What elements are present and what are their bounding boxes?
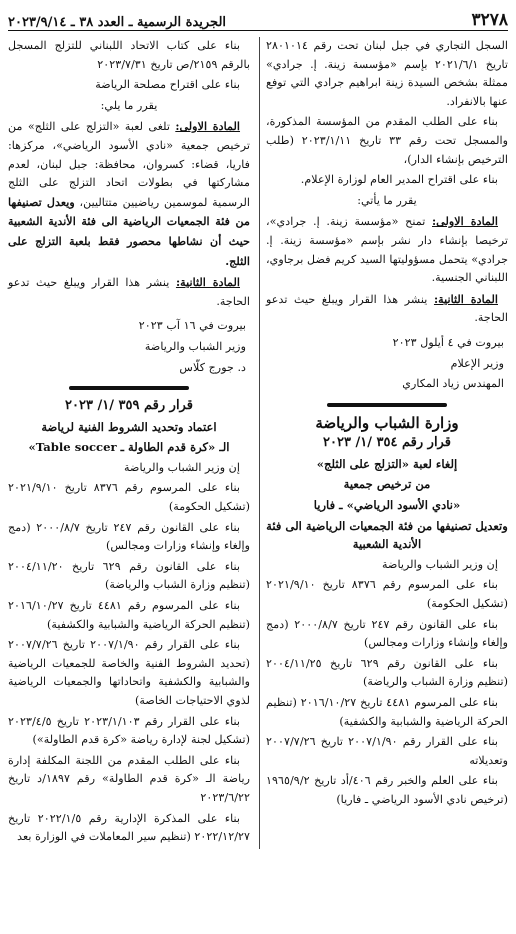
right-column — [266, 37, 508, 849]
decision-359-sub-1: اعتماد وتحديد الشروط الفنية لرياضة — [41, 419, 217, 434]
article-label: المادة الثانية: — [175, 275, 240, 290]
right-q6: بناء على القرار رقم ٢٠٠٧/١/٩٠ تاريخ ٢٠٠٧/٧/٢٦ وتعديلاته — [266, 735, 508, 767]
left-column — [8, 37, 250, 849]
left-para-2: بناء على اقتراح مصلحة الرياضة — [95, 78, 240, 92]
left-sign-date: بيروت في ١٦ آب ٢٠٢٣ — [138, 319, 246, 333]
left-q8: بناء على الطلب المقدم من اللجنة المكلفة إدارة رياضة الـ «كرة قدم الطاولة» رقم ١٨٩٧/د تاريخ ٢٠٢٣/٦/٢٢ — [8, 753, 250, 804]
left-article-1 — [8, 117, 250, 271]
decision-354-sub-4: وتعديل تصنيفها من فئة الجمعيات الرياضية الى فئة الأندية الشعبية — [266, 518, 508, 552]
right-q7: بناء على العلم والخبر رقم ٤٠٦/أد تاريخ ١٩٦٥/٩/٢ (ترخيص نادي الأسود الرياضي ـ فاريا) — [266, 774, 508, 806]
right-sign-date: بيروت في ٤ أيلول ٢٠٢٣ — [392, 335, 504, 349]
right-q5: بناء على المرسوم ٤٤٨١ تاريخ ٢٠١٦/١٠/٢٧ (تنظيم الحركة الرياضية والشبابية والكشفية) — [266, 696, 508, 728]
left-q2: بناء على المرسوم رقم ٨٣٧٦ تاريخ ٢٠٢١/٩/١٠ (تشكيل الحكومة) — [8, 481, 250, 514]
left-sign-minister: وزير الشباب والرياضة — [144, 339, 246, 353]
left-sign-name: د. جورج كلّاس — [179, 360, 246, 374]
section-separator — [8, 383, 250, 393]
right-sign-minister: وزير الإعلام — [450, 356, 504, 370]
left-article-2 — [8, 273, 250, 311]
article-label: المادة الثانية: — [433, 291, 498, 306]
right-para-2: بناء على الطلب المقدم من المؤسسة المذكورة، والمسجل تحت رقم ٣٣ تاريخ ٢٠٢٣/١/١١ (طلب الترخيص بإنشاء الدار)، — [266, 115, 508, 166]
left-q6: بناء على القرار رقم ٢٠٠٧/١/٩٠ تاريخ ٢٠٠٧/٧/٢٦ (تحديد الشروط الفنية والخاصة للجمعيات الرياضية والشبابية والكشفية واتحاداتها والجمعيات الرياضية لذوي الاحتياجات الخاصة) — [8, 638, 250, 707]
article-label: المادة الاولى: — [175, 119, 241, 134]
right-q2: بناء على المرسوم رقم ٨٣٧٦ تاريخ ٢٠٢١/٩/١٠ (تشكيل الحكومة) — [266, 578, 508, 611]
right-q1: إن وزير الشباب والرياضة — [381, 557, 498, 571]
section-separator — [266, 400, 508, 410]
article-text: تمنح «مؤسسة زينة. إ. جرادي»، ترخيصا بإنشاء دار نشر بإسم «مؤسسة زينة. إ. جرادي» يتحمل مسؤوليتها السيد كريم فضل برجاوي، اللبناني الجنسية. — [266, 215, 508, 285]
page-header — [8, 4, 508, 31]
article-text: ينشر هذا القرار ويبلغ حيث تدعو الحاجة. — [266, 292, 508, 325]
article-bold-text: ويعدل تصنيفها من فئة الجمعيات الرياضية الى فئة الأندية الشعبية حيث أن نشاطها محصور فقط بلعبة التزلج على الثلج. — [8, 194, 250, 268]
decision-359-sub-2: الـ «كرة قدم الطاولة ـ Table soccer» — [28, 440, 230, 455]
ministry-section-title: وزارة الشباب والرياضة — [315, 413, 459, 432]
decision-354-sub-1: إلغاء لعبة «التزلج على الثلج» — [316, 456, 458, 471]
left-decides: يقرر ما يلي: — [100, 98, 158, 112]
right-article-2 — [266, 290, 508, 328]
columns — [8, 37, 508, 849]
left-q1: إن وزير الشباب والرياضة — [123, 460, 240, 474]
article-text: تلغى لعبة «التزلج على الثلج» من ترخيص جمعية «نادي الأسود الرياضي»، مركزها: فاريا، قضاء: كسروان، محافظة: جبل لبنان، لعدم مشاركتها في بطولات اتحاد التزلج على الثلج الرسمية لموسمين رياضيين متتاليين، — [8, 120, 250, 209]
right-para-3: بناء على اقتراح المدير العام لوزارة الإعلام. — [300, 173, 498, 187]
left-q4: بناء على القانون رقم ٦٢٩ تاريخ ٢٠٠٤/١١/٢٠ (تنظيم وزارة الشباب والرياضة) — [8, 559, 250, 592]
left-q3: بناء على القانون رقم ٢٤٧ تاريخ ٢٠٠٠/٨/٧ (دمج وإلغاء وإنشاء وزارات ومجالس) — [8, 520, 250, 553]
right-sign-name: المهندس زياد المكاري — [402, 377, 504, 391]
left-q7: بناء على القرار رقم ٢٠٢٣/١/١٠٣ تاريخ ٢٠٢٣/٤/٥ (تشكيل لجنة لإدارة رياضة «كرة قدم الطاولة») — [8, 714, 250, 747]
decision-359-title: قرار رقم ٣٥٩ /١/ ٢٠٢٣ — [65, 398, 193, 414]
gazette-issue-line: الجريدة الرسمية ـ العدد ٣٨ ـ ٢٠٢٣/٩/١٤ — [8, 15, 227, 30]
right-para-1: السجل التجاري في جبل لبنان تحت رقم ٢٨٠١٠١٤ تاريخ ٢٠٢١/٦/١ بإسم «مؤسسة زينة. إ. جرادي» ممثلة بشخص السيدة زينة ابراهيم جرادي التي توفع عنها بالانفراد. — [266, 39, 508, 108]
column-divider — [259, 37, 260, 849]
article-label: المادة الاولى: — [432, 214, 498, 229]
right-q4: بناء على القانون رقم ٦٢٩ تاريخ ٢٠٠٤/١١/٢٥ (تنظيم وزارة الشباب والرياضة) — [266, 656, 508, 689]
right-q3: بناء على القانون رقم ٢٤٧ تاريخ ٢٠٠٠/٨/٧ (دمج وإلغاء وإنشاء وزارات ومجالس) — [266, 617, 508, 650]
left-q5: بناء على المرسوم رقم ٤٤٨١ تاريخ ٢٠١٦/١٠/٢٧ (تنظيم الحركة الرياضية والشبابية والكشفية) — [8, 599, 250, 631]
left-q9: بناء على المذكرة الإدارية رقم ٢٠٢٢/١/٥ تاريخ ٢٠٢٢/١٢/٢٧ (تنظيم سير المعاملات في الوزارة بعد — [8, 811, 250, 844]
right-decides: يقرر ما يأتي: — [357, 193, 417, 207]
right-article-1 — [266, 212, 508, 287]
left-para-1: بناء على كتاب الاتحاد اللبناني للتزلج المسجل بالرقم ٢١٥٩/ص تاريخ ٢٠٢٣/٧/٣١ — [8, 39, 250, 71]
decision-354-title: قرار رقم ٣٥٤ /١/ ٢٠٢٣ — [323, 435, 451, 451]
decision-354-sub-2: من ترخيص جمعية — [343, 477, 431, 492]
article-text: ينشر هذا القرار ويبلغ حيث تدعو الحاجة. — [8, 276, 250, 308]
page-number: ٣٢٧٨ — [471, 10, 508, 30]
decision-354-sub-3: «نادي الأسود الرياضي» ـ فاريا — [313, 498, 461, 513]
